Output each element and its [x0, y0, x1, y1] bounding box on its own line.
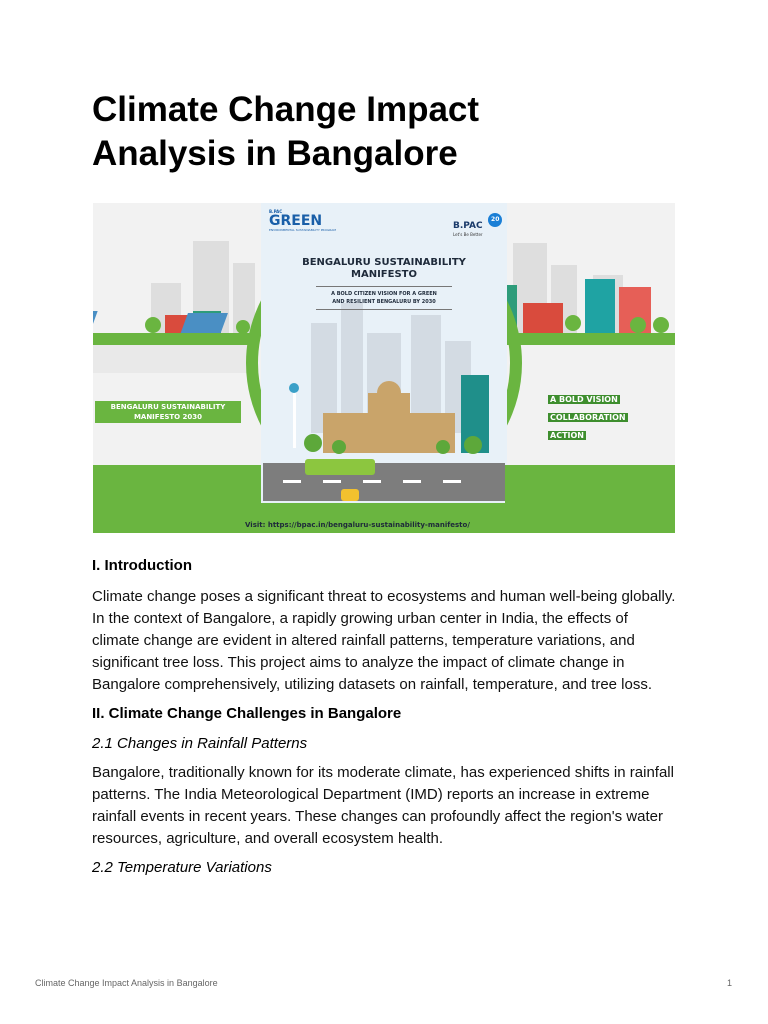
banner-left-tag: BENGALURU SUSTAINABILITY MANIFESTO 2030: [95, 401, 241, 423]
paragraph-introduction: Climate change poses a significant threat to ecosystems and human well-being globally. In the context of Bangalore, a rapidly growing urban center in India, the effects of climate change are evident in altered rainfall patterns, temperature variations, and significant tree loss. This project aims to analyze the impact of climate change in Bangalore comprehensively, utilizing datasets on rainfall, temperature, and tree loss.: [92, 588, 676, 693]
banner-right-tags: [548, 391, 628, 445]
banner-center-title: BENGALURU SUSTAINABILITY MANIFESTO A BOLD CITIZEN VISION FOR A GREEN AND RESILIENT BENGALURU BY 2030: [261, 257, 507, 310]
tag-action: ACTION: [550, 431, 584, 440]
banner-brand-left: B.PAC GREEN ENVIRONMENTAL SUSTAINABILITY PROGRAM: [269, 209, 336, 232]
banner-illustration: [93, 203, 675, 533]
subheading-temperature: 2.2 Temperature Variations: [92, 859, 272, 876]
banner-brand-right: B.PAC 20 Let's Be Better: [453, 213, 502, 237]
paragraph-rainfall: Bangalore, traditionally known for its moderate climate, has experienced shifts in rainfall patterns. The India Meteorological Department (IMD) reports an increase in extreme rainfall events in recent years. These changes can profoundly affect the region's water resources, agriculture, and overall ecosystem health.: [92, 764, 674, 847]
subheading-rainfall: 2.1 Changes in Rainfall Patterns: [92, 735, 308, 752]
footer-page-number: 1: [727, 978, 733, 988]
badge-icon: 20: [488, 213, 502, 227]
manifesto-banner-image: [93, 203, 675, 533]
tag-collaboration: COLLABORATION: [550, 413, 626, 422]
document-body: [92, 556, 678, 886]
section-heading-introduction: I. Introduction: [92, 557, 192, 574]
tag-bold-vision: A BOLD VISION: [550, 395, 618, 404]
footer-document-title: Climate Change Impact Analysis in Bangalore: [35, 978, 218, 988]
title-line-2: Analysis in Bangalore: [92, 134, 458, 173]
section-heading-challenges: II. Climate Change Challenges in Bangalore: [92, 705, 402, 722]
banner-visit-url: Visit: https://bpac.in/bengaluru-sustainability-manifesto/: [245, 521, 470, 529]
page-title: [92, 88, 652, 176]
title-line-1: Climate Change Impact: [92, 90, 480, 129]
